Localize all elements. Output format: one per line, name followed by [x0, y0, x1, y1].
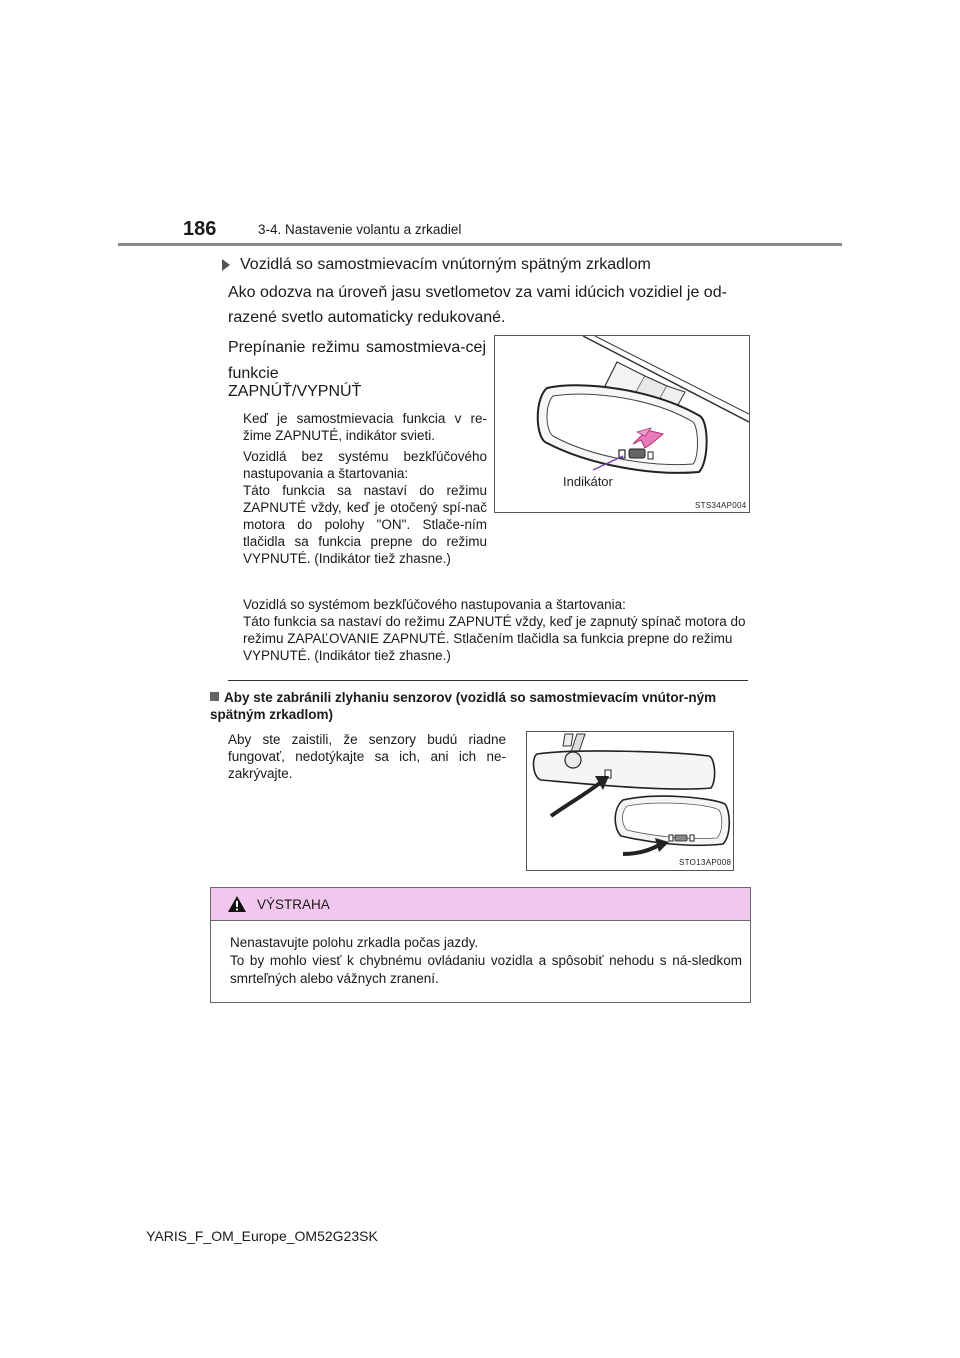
section-title: 3-4. Nastavenie volantu a zrkadiel	[258, 222, 462, 237]
warning-title: VÝSTRAHA	[257, 896, 330, 912]
header-divider	[118, 243, 842, 246]
footer	[0, 1228, 960, 1244]
warning-box	[210, 887, 751, 1003]
triangle-bullet-icon	[222, 259, 230, 271]
footer-text: YARIS_F_OM_Europe_OM52G23SK	[146, 1228, 378, 1244]
keyless-heading: Vozidlá so systémom bezkľúčového nastupovania a štartovania:	[243, 597, 626, 612]
mirror-illustration	[495, 336, 749, 512]
warning-line-2: To by mohlo viesť k chybnému ovládaniu vozidla a spôsobiť nehodu s ná-sledkom smrteľných alebo vážnych zranení.	[230, 953, 742, 986]
figure-code: STO13AP008	[679, 858, 732, 867]
indicator-label: Indikátor	[563, 474, 613, 489]
sensor-figure	[526, 731, 734, 871]
page-number: 186	[183, 218, 217, 240]
warning-line-1: Nenastavujte polohu zrkadla počas jazdy.	[230, 935, 479, 950]
mode-label: Prepínanie režimu samostmieva-cej funkcie	[228, 339, 486, 382]
keyless-text: Táto funkcia sa nastaví do režimu ZAPNUTÉ vždy, keď je zapnutý spínač motora do režimu ZAPAĽOVANIE ZAPNUTÉ. Stlačením tlačidla sa funkcia prepne do režimu VYPNUTÉ. (Indikátor tiež zhasne.)	[243, 614, 746, 663]
no-keyless-heading: Vozidlá bez systému bezkľúčového nastupovania a štartovania:	[243, 449, 487, 481]
intro-paragraph: Ako odozva na úroveň jasu svetlometov za vami idúcich vozidiel je od-razené svetlo automaticky redukované.	[228, 284, 727, 326]
no-keyless-paragraph	[243, 448, 487, 567]
sensor-illustration	[527, 732, 733, 870]
warning-triangle-icon	[227, 895, 247, 913]
no-keyless-text: Táto funkcia sa nastaví do režimu ZAPNUTÉ vždy, keď je otočený spí-nač motora do polohy "ON". Stlače-ním tlačidla sa funkcia prepne do režimu VYPNUTÉ. (Indikátor tiež zhasne.)	[243, 483, 487, 566]
warning-body	[211, 921, 750, 988]
mirror-figure	[494, 335, 750, 513]
keyless-paragraph	[243, 596, 748, 664]
sensor-paragraph: Aby ste zaistili, že senzory budú riadne fungovať, nedotýkajte sa ich, ani ich ne-zakrývajte.	[228, 732, 506, 781]
subsection-title: Vozidlá so samostmievacím vnútorným spätným zrkadlom	[240, 256, 651, 273]
sensor-heading	[210, 689, 750, 723]
sensor-heading-text: Aby ste zabránili zlyhaniu senzorov (vozidlá so samostmievacím vnútor-ným spätným zrkadlom)	[210, 690, 717, 722]
indicator-paragraph: Keď je samostmievacia funkcia v re-žime ZAPNUTÉ, indikátor svieti.	[243, 411, 487, 443]
mode-value: ZAPNÚŤ/VYPNÚŤ	[228, 383, 362, 400]
figure-code: STS34AP004	[695, 501, 747, 510]
square-bullet-icon	[210, 692, 219, 701]
warning-header	[211, 888, 750, 921]
subsection-heading	[222, 256, 651, 274]
section-divider	[228, 680, 748, 681]
